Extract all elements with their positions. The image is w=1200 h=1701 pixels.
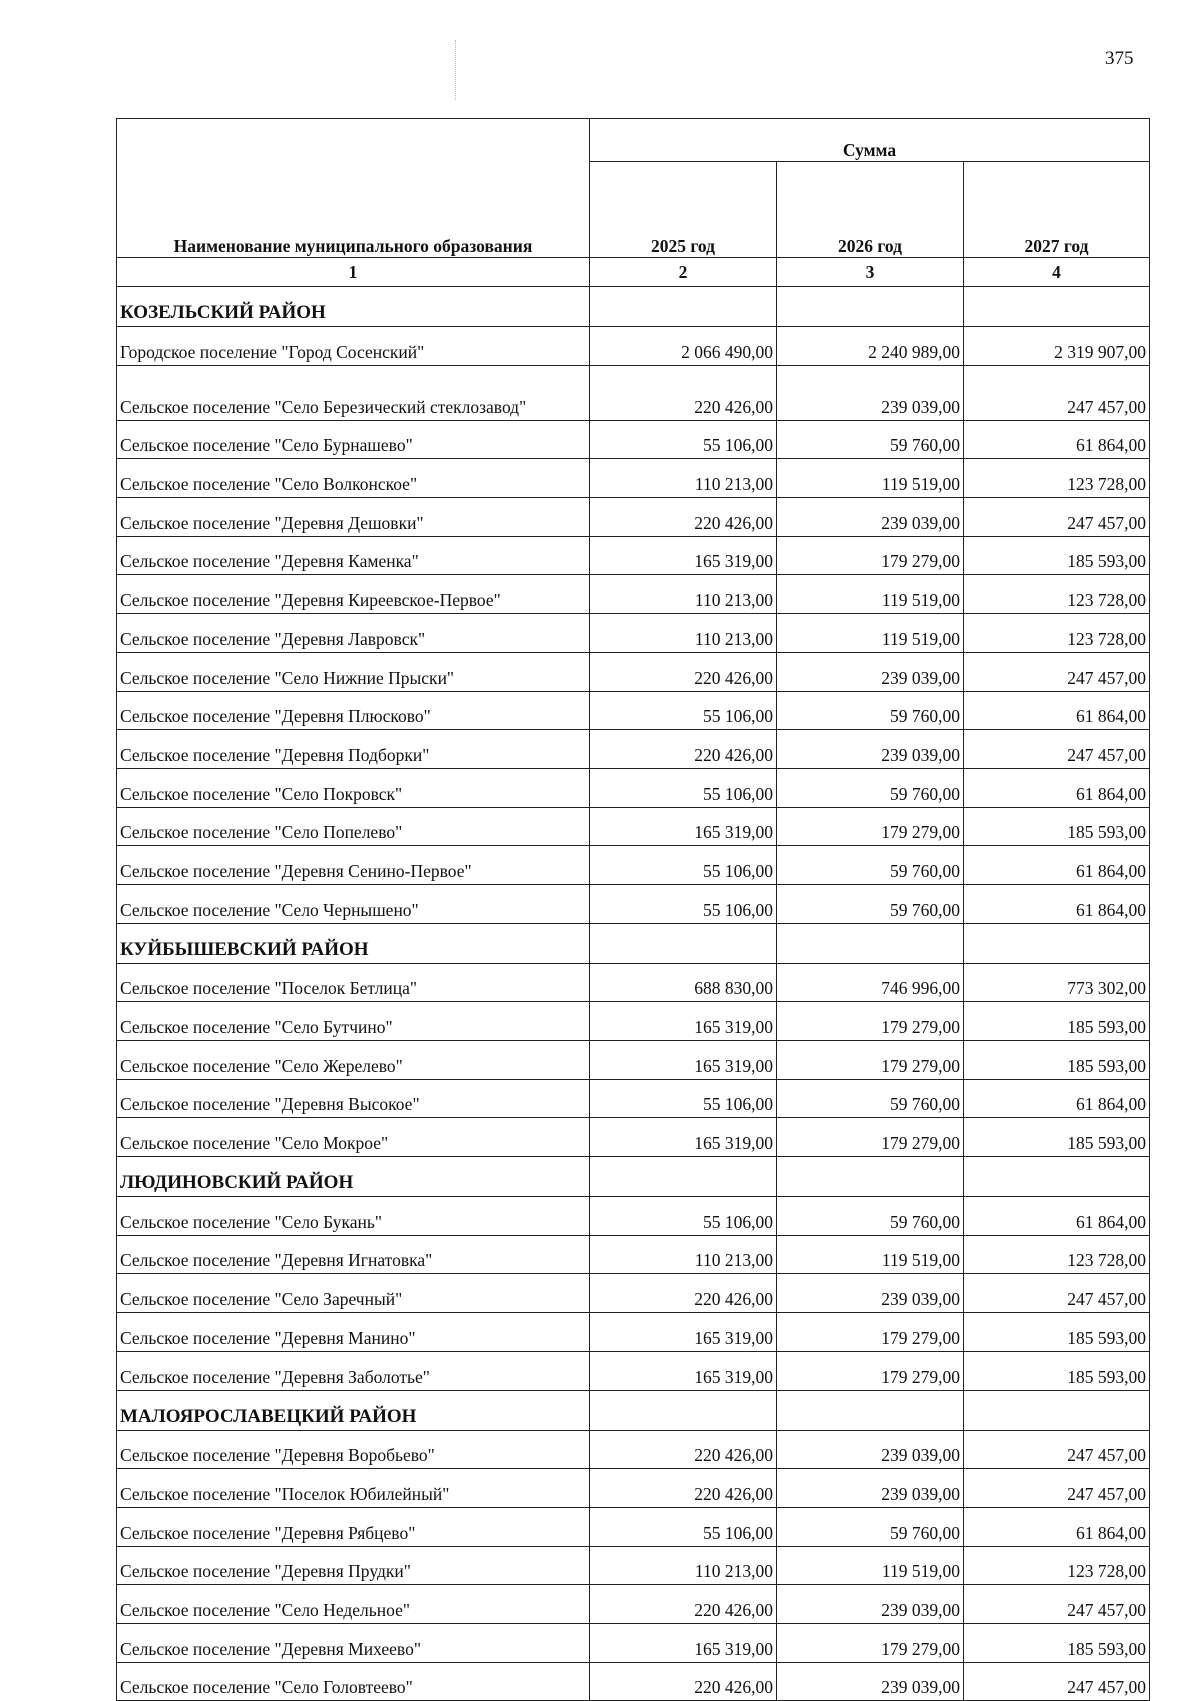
table-row	[117, 1313, 1150, 1352]
settlement-name: Сельское поселение "Деревня Воробьево"	[117, 1430, 590, 1469]
settlement-name: Сельское поселение "Село Мокрое"	[117, 1118, 590, 1157]
table-row	[117, 1002, 1150, 1041]
table-row	[117, 614, 1150, 653]
table-row	[117, 1041, 1150, 1080]
amount-2026: 2 240 989,00	[777, 327, 964, 366]
amount-2027: 61 864,00	[964, 884, 1150, 923]
table-row	[117, 420, 1150, 459]
column-number: 3	[777, 258, 964, 287]
amount-2026: 59 760,00	[777, 1079, 964, 1118]
amount-2026: 59 760,00	[777, 768, 964, 807]
table-row	[117, 327, 1150, 366]
table-row	[117, 730, 1150, 769]
name-column-header: Наименование муниципального образования	[117, 119, 590, 258]
amount-2027: 185 593,00	[964, 1041, 1150, 1080]
amount-2026: 239 039,00	[777, 730, 964, 769]
amount-2025: 165 319,00	[590, 1351, 777, 1390]
settlement-name: Сельское поселение "Деревня Подборки"	[117, 730, 590, 769]
district-name: КОЗЕЛЬСКИЙ РАЙОН	[117, 287, 590, 327]
table-row	[117, 963, 1150, 1002]
amount-2026: 119 519,00	[777, 575, 964, 614]
empty-cell	[777, 287, 964, 327]
amount-2026: 59 760,00	[777, 420, 964, 459]
amount-2025: 165 319,00	[590, 1002, 777, 1041]
settlement-name: Сельское поселение "Село Березичеcкий стеклозавод"	[117, 365, 590, 420]
table-row	[117, 1118, 1150, 1157]
settlement-name: Сельское поселение "Село Волконское"	[117, 459, 590, 498]
amount-2027: 247 457,00	[964, 498, 1150, 537]
amount-2026: 59 760,00	[777, 846, 964, 885]
settlement-name: Сельское поселение "Поселок Юбилейный"	[117, 1469, 590, 1508]
table-row	[117, 575, 1150, 614]
amount-2025: 165 319,00	[590, 1041, 777, 1080]
amount-2025: 110 213,00	[590, 575, 777, 614]
table-row	[117, 1662, 1150, 1701]
amount-2025: 220 426,00	[590, 1662, 777, 1701]
amount-2026: 59 760,00	[777, 691, 964, 730]
table-row	[117, 1235, 1150, 1274]
amount-2027: 61 864,00	[964, 691, 1150, 730]
amount-2025: 55 106,00	[590, 420, 777, 459]
amount-2025: 55 106,00	[590, 884, 777, 923]
amount-2026: 179 279,00	[777, 1118, 964, 1157]
settlement-name: Сельское поселение "Деревня Прудки"	[117, 1546, 590, 1585]
amount-2027: 247 457,00	[964, 1430, 1150, 1469]
empty-cell	[964, 1157, 1150, 1197]
amount-2027: 247 457,00	[964, 1662, 1150, 1701]
column-number: 4	[964, 258, 1150, 287]
amount-2027: 247 457,00	[964, 1585, 1150, 1624]
settlement-name: Сельское поселение "Деревня Манино"	[117, 1313, 590, 1352]
table-row	[117, 1430, 1150, 1469]
amount-2026: 179 279,00	[777, 1313, 964, 1352]
amount-2026: 179 279,00	[777, 1623, 964, 1662]
amount-2027: 61 864,00	[964, 420, 1150, 459]
table-row	[117, 691, 1150, 730]
settlement-name: Сельское поселение "Село Головтеево"	[117, 1662, 590, 1701]
amount-2026: 239 039,00	[777, 1430, 964, 1469]
empty-cell	[777, 923, 964, 963]
amount-2026: 119 519,00	[777, 614, 964, 653]
amount-2027: 247 457,00	[964, 652, 1150, 691]
amount-2025: 110 213,00	[590, 459, 777, 498]
amount-2025: 110 213,00	[590, 1546, 777, 1585]
amount-2027: 185 593,00	[964, 1623, 1150, 1662]
amount-2025: 110 213,00	[590, 614, 777, 653]
amount-2025: 55 106,00	[590, 1079, 777, 1118]
amount-2026: 179 279,00	[777, 1351, 964, 1390]
amount-2026: 239 039,00	[777, 1585, 964, 1624]
amount-2026: 59 760,00	[777, 1507, 964, 1546]
amount-2025: 688 830,00	[590, 963, 777, 1002]
table-row	[117, 536, 1150, 575]
settlement-name: Сельское поселение "Деревня Дешовки"	[117, 498, 590, 537]
amount-2027: 247 457,00	[964, 1469, 1150, 1508]
table-row	[117, 846, 1150, 885]
amount-2027: 123 728,00	[964, 459, 1150, 498]
table-row	[117, 459, 1150, 498]
settlement-name: Сельское поселение "Село Букань"	[117, 1197, 590, 1236]
settlement-name: Городское поселение "Город Сосенский"	[117, 327, 590, 366]
amount-2027: 61 864,00	[964, 1079, 1150, 1118]
amount-2025: 220 426,00	[590, 1274, 777, 1313]
empty-cell	[964, 1390, 1150, 1430]
settlement-name: Сельское поселение "Село Чернышено"	[117, 884, 590, 923]
amount-2027: 185 593,00	[964, 1002, 1150, 1041]
amount-2025: 165 319,00	[590, 1118, 777, 1157]
amount-2027: 61 864,00	[964, 1507, 1150, 1546]
amount-2026: 239 039,00	[777, 365, 964, 420]
table-row	[117, 1351, 1150, 1390]
amount-2025: 165 319,00	[590, 536, 777, 575]
amount-2025: 165 319,00	[590, 1623, 777, 1662]
amount-2026: 239 039,00	[777, 1662, 964, 1701]
amount-2027: 61 864,00	[964, 846, 1150, 885]
amount-2025: 55 106,00	[590, 1197, 777, 1236]
amount-2027: 185 593,00	[964, 1351, 1150, 1390]
empty-cell	[777, 1157, 964, 1197]
settlement-name: Сельское поселение "Деревня Плюсково"	[117, 691, 590, 730]
amount-2026: 179 279,00	[777, 1041, 964, 1080]
amount-2025: 110 213,00	[590, 1235, 777, 1274]
amount-2027: 123 728,00	[964, 1546, 1150, 1585]
amount-2025: 220 426,00	[590, 498, 777, 537]
amount-2027: 2 319 907,00	[964, 327, 1150, 366]
table-row	[117, 1585, 1150, 1624]
amount-2026: 179 279,00	[777, 1002, 964, 1041]
table-row	[117, 768, 1150, 807]
amount-2025: 220 426,00	[590, 1469, 777, 1508]
amount-2025: 2 066 490,00	[590, 327, 777, 366]
amount-2027: 247 457,00	[964, 730, 1150, 769]
amount-2027: 185 593,00	[964, 536, 1150, 575]
settlement-name: Сельское поселение "Деревня Заболотье"	[117, 1351, 590, 1390]
amount-2026: 239 039,00	[777, 1469, 964, 1508]
settlement-name: Сельское поселение "Село Недельное"	[117, 1585, 590, 1624]
table-row	[117, 365, 1150, 420]
empty-cell	[590, 1157, 777, 1197]
district-row	[117, 923, 1150, 963]
amount-2025: 55 106,00	[590, 691, 777, 730]
empty-cell	[964, 287, 1150, 327]
year-header-2026: 2026 год	[777, 162, 964, 258]
sum-header: Сумма	[590, 119, 1150, 162]
empty-cell	[590, 287, 777, 327]
amount-2025: 220 426,00	[590, 1430, 777, 1469]
district-row	[117, 287, 1150, 327]
amount-2025: 220 426,00	[590, 730, 777, 769]
table-body	[117, 287, 1150, 1701]
settlement-name: Сельское поселение "Деревня Лавровск"	[117, 614, 590, 653]
settlement-name: Сельское поселение "Деревня Сенино-Первое"	[117, 846, 590, 885]
fold-mark	[455, 40, 457, 100]
amount-2026: 746 996,00	[777, 963, 964, 1002]
settlement-name: Сельское поселение "Село Бурнашево"	[117, 420, 590, 459]
column-number: 2	[590, 258, 777, 287]
amount-2025: 220 426,00	[590, 652, 777, 691]
empty-cell	[590, 1390, 777, 1430]
table-row	[117, 1507, 1150, 1546]
empty-cell	[964, 923, 1150, 963]
year-header-2025: 2025 год	[590, 162, 777, 258]
empty-cell	[590, 923, 777, 963]
column-number-row	[117, 258, 1150, 287]
amount-2027: 773 302,00	[964, 963, 1150, 1002]
amount-2026: 179 279,00	[777, 536, 964, 575]
district-name: ЛЮДИНОВСКИЙ РАЙОН	[117, 1157, 590, 1197]
amount-2025: 55 106,00	[590, 1507, 777, 1546]
district-name: КУЙБЫШЕВСКИЙ РАЙОН	[117, 923, 590, 963]
amount-2027: 61 864,00	[964, 768, 1150, 807]
table-row	[117, 1197, 1150, 1236]
amount-2027: 123 728,00	[964, 614, 1150, 653]
amount-2025: 165 319,00	[590, 1313, 777, 1352]
settlement-name: Сельское поселение "Деревня Михеево"	[117, 1623, 590, 1662]
table-row	[117, 1469, 1150, 1508]
settlement-name: Сельское поселение "Село Бутчино"	[117, 1002, 590, 1041]
settlement-name: Сельское поселение "Деревня Игнатовка"	[117, 1235, 590, 1274]
amount-2026: 119 519,00	[777, 1235, 964, 1274]
settlement-name: Сельское поселение "Село Заречный"	[117, 1274, 590, 1313]
empty-cell	[777, 1390, 964, 1430]
table-row	[117, 498, 1150, 537]
amount-2027: 247 457,00	[964, 365, 1150, 420]
amount-2025: 55 106,00	[590, 768, 777, 807]
settlement-name: Сельское поселение "Село Жерелево"	[117, 1041, 590, 1080]
settlement-name: Сельское поселение "Деревня Высокое"	[117, 1079, 590, 1118]
amount-2027: 185 593,00	[964, 807, 1150, 846]
settlement-name: Сельское поселение "Поселок Бетлица"	[117, 963, 590, 1002]
settlement-name: Сельское поселение "Деревня Киреевское-Первое"	[117, 575, 590, 614]
settlement-name: Сельское поселение "Деревня Рябцево"	[117, 1507, 590, 1546]
amount-2027: 123 728,00	[964, 1235, 1150, 1274]
amount-2025: 55 106,00	[590, 846, 777, 885]
amount-2025: 220 426,00	[590, 1585, 777, 1624]
amount-2026: 59 760,00	[777, 1197, 964, 1236]
table-row	[117, 884, 1150, 923]
table-row	[117, 652, 1150, 691]
table-row	[117, 1546, 1150, 1585]
column-number: 1	[117, 258, 590, 287]
settlement-name: Сельское поселение "Село Покровск"	[117, 768, 590, 807]
page-number: 375	[1105, 48, 1134, 69]
settlement-name: Сельское поселение "Село Нижние Прыски"	[117, 652, 590, 691]
settlement-name: Сельское поселение "Село Попелево"	[117, 807, 590, 846]
budget-table	[116, 118, 1150, 1701]
amount-2025: 220 426,00	[590, 365, 777, 420]
amount-2026: 119 519,00	[777, 1546, 964, 1585]
amount-2026: 239 039,00	[777, 1274, 964, 1313]
amount-2026: 239 039,00	[777, 498, 964, 537]
amount-2026: 179 279,00	[777, 807, 964, 846]
amount-2027: 247 457,00	[964, 1274, 1150, 1313]
amount-2027: 61 864,00	[964, 1197, 1150, 1236]
district-row	[117, 1390, 1150, 1430]
amount-2027: 123 728,00	[964, 575, 1150, 614]
table-row	[117, 1274, 1150, 1313]
table-row	[117, 1079, 1150, 1118]
settlement-name: Сельское поселение "Деревня Каменка"	[117, 536, 590, 575]
table-row	[117, 1623, 1150, 1662]
year-header-2027: 2027 год	[964, 162, 1150, 258]
amount-2025: 165 319,00	[590, 807, 777, 846]
amount-2026: 59 760,00	[777, 884, 964, 923]
amount-2026: 119 519,00	[777, 459, 964, 498]
amount-2027: 185 593,00	[964, 1118, 1150, 1157]
table-row	[117, 807, 1150, 846]
district-row	[117, 1157, 1150, 1197]
amount-2027: 185 593,00	[964, 1313, 1150, 1352]
amount-2026: 239 039,00	[777, 652, 964, 691]
district-name: МАЛОЯРОСЛАВЕЦКИЙ РАЙОН	[117, 1390, 590, 1430]
